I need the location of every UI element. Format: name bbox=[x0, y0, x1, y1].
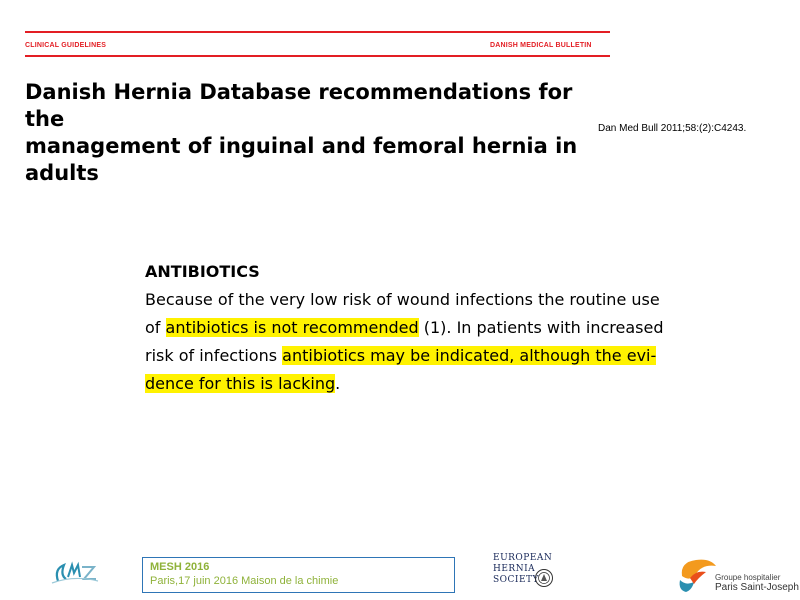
event-subtitle: Paris,17 juin 2016 Maison de la chimie bbox=[150, 575, 339, 587]
header-left-label: CLINICAL GUIDELINES bbox=[25, 42, 107, 49]
ghz-logo-icon bbox=[48, 557, 100, 587]
body-line bbox=[145, 286, 715, 314]
highlighted-text: antibiotics may be indicated, although the evi- bbox=[282, 346, 657, 365]
event-box bbox=[142, 557, 455, 593]
body-line bbox=[145, 342, 715, 370]
highlighted-text: antibiotics is not recommended bbox=[165, 318, 419, 337]
highlighted-text: dence for this is lacking bbox=[145, 374, 336, 393]
section-body bbox=[145, 286, 715, 398]
header-rule-bottom bbox=[25, 55, 610, 57]
body-line bbox=[145, 314, 715, 342]
body-text-segment: (1). In patients with increased bbox=[418, 318, 664, 337]
header-right-label: DANISH MEDICAL BULLETIN bbox=[490, 42, 592, 49]
citation: Dan Med Bull 2011;58:(2):C4243. bbox=[598, 123, 747, 134]
header-rule-top bbox=[25, 31, 610, 33]
body-text-segment: Because of the very low risk of wound infections the routine use bbox=[145, 290, 660, 309]
event-title: MESH 2016 bbox=[150, 561, 210, 573]
hospital-line-1: Groupe hospitalier bbox=[715, 573, 781, 582]
hospital-line-2: Paris Saint-Joseph bbox=[715, 582, 799, 593]
seal-icon bbox=[534, 568, 554, 588]
body-text-segment: . bbox=[335, 374, 341, 393]
title-line-1: Danish Hernia Database recommendations for the bbox=[25, 80, 573, 131]
ehs-line-2: HERNIA bbox=[493, 564, 536, 574]
body-line bbox=[145, 370, 715, 398]
flame-logo-icon bbox=[676, 556, 718, 594]
body-text-segment: risk of infections bbox=[145, 346, 283, 365]
body-text-segment: of bbox=[145, 318, 166, 337]
section-heading: ANTIBIOTICS bbox=[145, 262, 260, 281]
ehs-line-1: EUROPEAN bbox=[493, 553, 553, 563]
ehs-line-3: SOCIETY bbox=[493, 575, 539, 585]
page-title bbox=[25, 79, 600, 187]
title-line-3: adults bbox=[25, 161, 99, 185]
title-line-2: management of inguinal and femoral hernia in bbox=[25, 134, 578, 158]
